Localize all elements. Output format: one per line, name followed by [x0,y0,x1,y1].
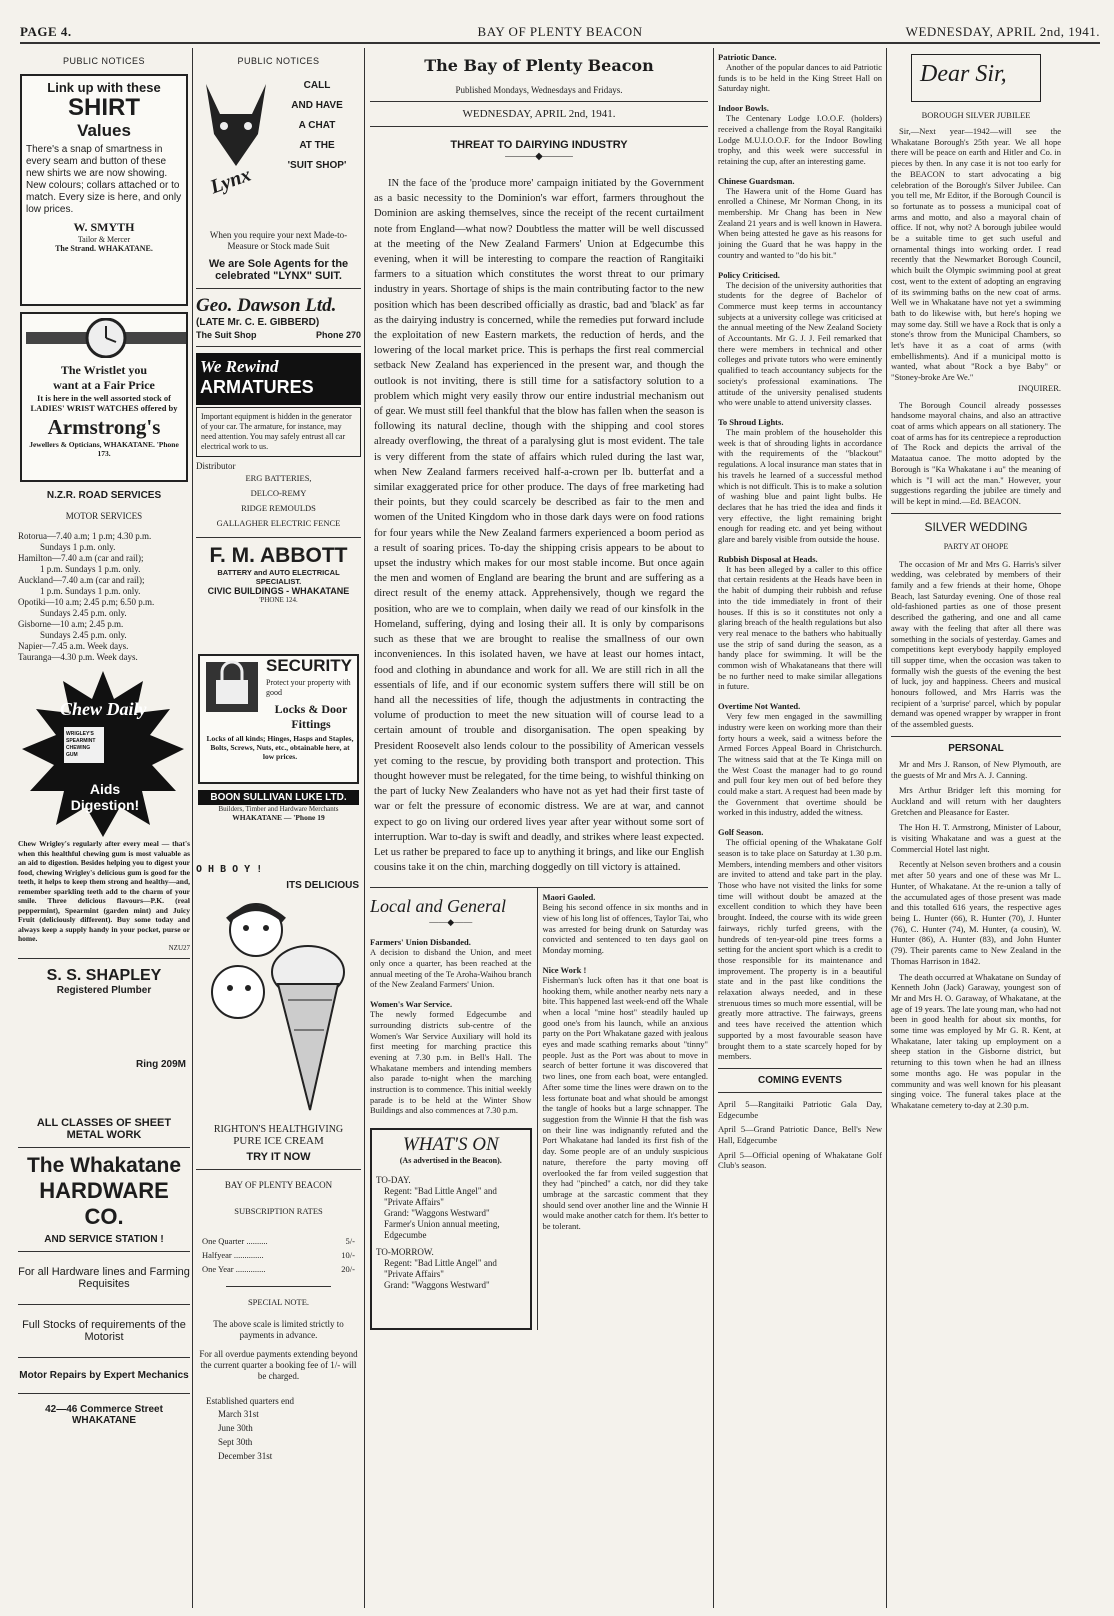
lynx-call-line: CALL [303,80,331,91]
timetable-line: 1 p.m. Sundays 1 p.m. only. [40,564,141,574]
subs-n1: The above scale is limited strictly to payments in advance. [213,1319,344,1340]
icecream-advert [196,864,361,1124]
news-text: The official opening of the Whakatane Golf season is to take place on Saturday at 1.30 p.m. Members, intending members and other visitors are invited to attend and take part in the play. Those who have not visited the links for some time will without doubt be amazed at the excellent condition to which they have been brought. Indeed, the course with its wide green fairways, richly turfed greens, with the hundreds of ten-year-old pine trees forms a setting for the ancient sport which is a credit to those responsible for its maintenance and improvement. The property is in a beautiful state and in the past like conditions the relaxation always needed, and in these strenuous times so much more essential, will be greatly more attractive. The fairways, greens and tees have received the attention which supported by a most favourable season have brought them to a state scarcely hoped for by members. [718,837,882,1062]
timetable-line: Sundays 2.45 p.m. only. [40,608,127,618]
column-rule [192,48,193,1608]
column-rule [364,48,365,1608]
hardware-advert [18,1154,190,1426]
quarter-end: June 30th [218,1423,253,1433]
divider [18,1357,190,1358]
hardware-l1: The Whakatane [26,1153,182,1177]
wedding-text: The occasion of Mr and Mrs G. Harris's silver wedding, was celebrated by members of their family and a few friends at their home, Ohope Beach, last Saturday evening. One of those real old-fashioned parties as one of those present described the gathering, and one and all came away with the feeling that after all there was something in the socials of yesterday. Games and competitions kept everybody happily employed till supper time, when the occasion was taken to formally wish the guests of the evening the best of luck, joy and happiness. Cheers and musical honours followed, and Mrs Harris was the recipient of a 'surprise' parcel, which by popular demand was opened wrapper by wrapper in front of the assembled guests. [891,558,1061,730]
wedding-sub: PARTY AT OHOPE [943,541,1009,551]
shirt-title: SHIRT [68,94,140,121]
timetable-line: Rotorua—7.40 a.m; 1 p.m; 4.30 p.m. [18,531,152,541]
security-locks: Locks & Door Fittings [274,702,348,731]
wrigley-pack: WRIGLEY'S SPEARMINT CHEWING GUM [66,731,96,758]
wrigley-brand: Chew Daily [60,699,147,719]
local-item-text: A decision to disband the Union, and meet only once a quarter, has been reached at the annual meeting of the Te Aroha-Waihou branch of the New Zealand Farmers' Union. [370,947,532,990]
distributor-label: Distributor [196,461,236,471]
dear-sir-banner [911,54,1041,102]
whats-on-item: Farmer's Union annual meeting, Edgecumbe [384,1219,500,1241]
distributor-item: GALLAGHER ELECTRIC FENCE [216,518,341,528]
security-firm3: WHAKATANE — 'Phone 19 [232,813,325,822]
event-item: April 5—Official opening of Whakatane Golf Club's season. [718,1149,882,1171]
whats-on-today: TO-DAY. [376,1175,411,1186]
divider [196,537,361,538]
divider [891,736,1061,737]
security-body: Locks of all kinds; Hinges, Hasps and Staples, Bolts, Screws, Nuts, etc., obtainable here, at low prices. [206,734,354,761]
wrigley-body: Chew Wrigley's regularly after every meal — that's when this healthful chewing gum is most valuable as an aid to digestion. Besides helping you to digest your food, chewing Wrigley's delicious gum is good for the teeth, it helps to keep them strong and healthy—and, remember sparkling teeth add to the charm of your smile. Three delicious flavours—P.K. (real peppermint), Spearmint (garden mint) and Juicy Fruit (deliciously different). Buy some today and always keep a supply handy in your pocket, purse or home. [18,839,190,943]
icecream-name: RIGHTON'S HEALTHGIVING [213,1124,344,1135]
divider [196,346,361,347]
news-text: Very few men engaged in the sawmilling industry were keen on working more than their forty hours a week, said a witness before the Armed Forces Appeal Board in Christchurch. The witness said that at the Te Kinga mill on the West Coast the manager had to go round and pull four key men out of bed before they could make a start. A request had been made by the Government that overtime should be worked in this industry, added the witness. [718,711,882,818]
page-number: PAGE 4. [20,24,72,39]
divider [196,1169,361,1170]
hardware-addr2: WHAKATANE [71,1414,137,1426]
security-firm: BOON SULLIVAN LUKE LTD. [210,792,347,803]
column-3 [370,48,708,1608]
maori-heading: Maori Gaoled. [542,892,596,903]
shapley-advert [18,967,190,1117]
sheet-metal: ALL CLASSES OF SHEET METAL WORK [36,1116,172,1141]
local-general [370,888,538,1330]
personal-item: The Hon H. T. Armstrong, Minister of Labour, is visiting Whakatane and was a guest at the Commercial Hotel last night. [891,822,1061,854]
road-subtitle: MOTOR SERVICES [65,511,143,521]
divider [718,1068,882,1069]
wrist-h2: want at a Fair Price [53,378,155,392]
shirt-trade: Tailor & Mercer [77,235,131,244]
subs-price: 20/- [341,1264,355,1274]
subs-row [202,1234,355,1248]
lynx-call [276,76,358,176]
shapley-phone: Ring 209M [135,1058,186,1070]
timetable-line: Tauranga—4.30 p.m. Week days. [18,652,138,662]
timetable-line: Sundays 2.45 p.m. only. [40,630,127,640]
lynx-call-line: AT THE [299,140,335,151]
wrist-h1: The Wristlet you [60,363,148,377]
armature-body: Important equipment is hidden in the generator of your car. The armature, for instance, may need attention. You may safely entrust all car electrical work to us. [201,412,352,451]
news-text: The main problem of the householder this week is that of shrouding lights in accordance with the requirements of the "blackout" regulations. A local insurance man states that in his travels he learned of a successful method which is not difficult. This is to make a solution of washing blue and paint light bulbs. He declares that he has tried the idea and finds it very effective, the light remaining bright enough for reading etc. and yet being without glare and barely visible from outside the house. [718,426,882,545]
column-5 [891,48,1061,1608]
lower-columns [370,887,708,1330]
security-firm2: Builders, Timber and Hardware Merchants [218,805,339,813]
shirt-tagline: Link up with these [47,80,161,95]
edition-date: WEDNESDAY, APRIL 2nd, 1941. [462,108,616,120]
subs-period: Halfyear .............. [202,1250,264,1260]
lynx-call-line: A CHAT [298,120,336,131]
local-item-text: The newly formed Edgecumbe and surrounding districts sub-centre of the Women's War Service Auxiliary will hold its first meeting for marching practice this evening at 7.30 p.m. in Bell's Hall. The Whakatane members and intending members also parade to-night when the marching instruction is to commence. This initial weekly parade is to be held at the Winter Show Buildings and also commences at 7.30 p.m. [370,1009,532,1116]
icecream-delicious: ITS DELICIOUS [286,880,359,891]
timetable-line: Gisborne—10 a.m; 2.45 p.m. [18,619,124,629]
headline-ornament: ———◆——— [505,151,573,162]
icecream-children-illustration [198,900,358,1120]
lynx-call-line: AND HAVE [291,100,343,111]
road-title: N.Z.R. ROAD SERVICES [46,490,162,501]
timetable-line: Hamilton—7.40 a.m (car and rail); [18,553,144,563]
paper-title: The Bay of Plenty Beacon [424,56,654,75]
timetable-line: Napier—7.45 a.m. Week days. [18,641,129,651]
ornament: ——◆—— [429,917,473,928]
timetable-line: Opotiki—10 a.m; 2.45 p.m; 6.50 p.m. [18,597,155,607]
subs-title: BAY OF PLENTY BEACON [224,1180,333,1190]
news-text: It has been alleged by a caller to this office that certain residents at the Heads have been in the habit of dumping their rubbish and refuse into the tide immediately in front of their houses. If this is so it constitutes not only a glaring breach of the health regulations but also very real menace to the bathers who habitually use the strip of sand during the season, as a handy place for swimming. It will be the common wish of Whakataneans that there will be no further need to make similar allegations in future. [718,563,882,692]
subs-period: One Year .............. [202,1264,266,1274]
hardware-addr1: 42—46 Commerce Street [45,1403,163,1415]
road-services [18,490,190,663]
dawson-shop: The Suit Shop Phone 270 [196,330,361,340]
section-heading: PUBLIC NOTICES [237,56,320,66]
masthead-title: BAY OF PLENTY BEACON [477,24,643,39]
abbott-name: F. M. ABBOTT [209,544,348,567]
subs-period: One Quarter .......... [202,1236,268,1246]
divider [370,101,708,102]
subs-row [202,1262,355,1276]
lynx-cat-icon [196,74,276,224]
news-heading: Policy Criticised. [718,269,780,280]
events-title: COMING EVENTS [758,1074,842,1086]
subs-n2: For all overdue payments extending beyond the current quarter a booking fee of 1/- will be charged. [199,1349,358,1381]
whats-on-title: WHAT'S ON [402,1134,499,1156]
divider [18,1393,190,1394]
personal-items [891,759,1061,1111]
wrist-body: It is here in the well assorted stock of LADIES' WRIST WATCHES offered by [30,393,178,413]
wedding-title: SILVER WEDDING [924,519,1028,534]
masthead-date: WEDNESDAY, APRIL 2nd, 1941. [905,24,1100,39]
shirt-advert [20,74,188,306]
whats-on-box [370,1128,532,1330]
security-title: SECURITY [266,656,352,675]
armature-banner1: We Rewind [200,357,279,376]
hardware-p2: Full Stocks of requirements of the Motorist [22,1318,186,1343]
column-2 [196,48,361,1608]
security-firm-box [198,790,359,805]
abbott-line1: BATTERY and AUTO ELECTRICAL SPECIALIST. [217,568,340,586]
news-text: The decision of the university authorities that students for the degree of Bachelor of Commerce must keep terms in accountancy subjects at a university college was criticised at the annual meeting of the New Zealand Society of Accountants. Mr G. J. J. Feil remarked that there were members in technical and other colleges and private tutors who were eminently qualified to teach accountancy subjects for the society's professional examinations. The attitude of the university penalised students who were unable to attend university classes. [718,279,882,408]
maori-text: Being his second offence in six months and in view of his long list of offences, Taylor Tai, who was arrested for being drunk on Saturday was convicted and sentenced to ten days gaol on Monday morning. [542,902,708,956]
news-heading: Chinese Guardsman. [718,175,795,186]
starburst-graphic [18,669,188,839]
divider [18,958,190,959]
whats-on-tomorrow: TO-MORROW. [376,1247,434,1258]
divider [718,1092,882,1093]
section-heading: PUBLIC NOTICES [62,56,145,66]
nicework-text: Fisherman's luck often has it that one boat is hooking them, while another nearby nets nary a bite. This happened last week-end off the Whale when a local "mine host" steadily hauled up good one's from his launch, while an anxious party on the Port Whakatane gazed with jealous eyes and made scathing remarks about "tinny" people. Just as the Port was about to move in search of better fortune it was discovered that two lines, one from each boat, were entangled. After some time the lines were drawn on to the less fortunate boat and what should be amongst the tangle of hooks but a large schnapper. The suggestion from the Winnie H that the fish was on their line was indignantly refuted and the Port Whakatane had landed its first fish of the day. Some people are of an unduly suspicious nature, therefore the party moving off overlooked the far from veiled suggestion that they had "pinched" a catch, nor did they take umbrage at the sarcastic comment that they should send over another line and the Winnie H would make another catch for them. It's better to be tolerant. [542,974,708,1232]
divider [18,1304,190,1305]
personal-item: Mrs Arthur Bridger left this morning for Auckland and will return with her daughters Gretchen and Pleasance for Easter. [891,785,1061,817]
divider [18,1147,190,1148]
subs-note: SPECIAL NOTE. [247,1297,310,1307]
events-list [718,1099,882,1171]
whats-on-item: Regent: "Bad Little Angel" and "Private Affairs" [384,1258,497,1280]
news-heading: Indoor Bowls. [718,103,769,114]
distributor-item: RIDGE REMOULDS [241,503,316,513]
abbott-phone: 'PHONE 124. [259,596,298,604]
column-rule [886,48,887,1608]
local-general-right [538,888,708,1330]
icecream-oh: O H B O Y ! [196,864,263,875]
personal-item: The death occurred at Whakatane on Sunday of Kenneth John (Jack) Garaway, youngest son of Mr and Mrs H. O. Garaway, of Whakatane, at the age of 19 years. The late young man, who had not been in good health for about six months, for some time was employed by Mr G. R. Kent, at Whakatane, later taking up employment on a sheep station in the Gisborne district, but returning to this town when he had an illness some months ago. He was popular in the community and was well known for his pleasant singing voice. The funeral takes place at the Whakatane cemetery to-day at 2.30 p.m. [891,971,1061,1110]
wrist-name: Armstrong's [47,415,161,439]
shirt-values: Values [77,121,131,140]
borough-signature: INQUIRER. [1018,382,1061,393]
armature-box [196,407,361,457]
hardware-p3: Motor Repairs by Expert Mechanics [19,1369,189,1381]
divider [370,126,708,127]
borough-title: BOROUGH SILVER JUBILEE [921,110,1031,120]
dear-sir-text: Dear Sir, [920,61,1007,87]
whats-on-sub: (As advertised in the Beacon). [399,1156,502,1166]
quarter-end: March 31st [218,1409,259,1419]
timetable-line: Auckland—7.40 a.m (car and rail); [18,575,145,585]
armature-banner2: ARMATURES [200,377,314,397]
personal-title: PERSONAL [948,742,1004,754]
padlock-icon [202,658,262,716]
shapley-trade: Registered Plumber [56,984,152,996]
shirt-name: W. SMYTH [73,220,135,234]
road-timetable [18,531,190,663]
shapley-name: S. S. SHAPLEY [46,966,162,984]
timetable-line: Sundays 1 p.m. only. [40,542,116,552]
icecream-try: TRY IT NOW [246,1151,311,1163]
subs-row [202,1248,355,1262]
hardware-l2: HARDWARE CO. [39,1177,169,1229]
quarter-end: December 31st [218,1451,273,1461]
security-advert [198,654,359,784]
wrigley-advert [18,669,190,839]
lynx-body: When you require your next Made-to-Measure or Stock made Suit [209,230,348,251]
news-text: The Centenary Lodge I.O.O.F. (holders) received a challenge from the Royal Rangitaiki Lodge M.U.I.O.O.F. for the Indoor Bowling trophy, and this week were successful in retaining the cup, after an interesting game. [718,113,882,166]
armature-banner [196,353,361,405]
lynx-advert [196,74,361,224]
event-item: April 5—Grand Patriotic Dance, Bell's New Hall, Edgecumbe [718,1124,882,1146]
news-heading: Patriotic Dance. [718,52,777,62]
column-rule [713,48,714,1608]
whats-on-item: Regent: "Bad Little Angel" and "Private Affairs" [384,1186,497,1208]
news-text: The Hawera unit of the Home Guard has enrolled a Chinese, Mr Norman Chong, in its membership. Mr Chang has been in New Zealand 21 years and is well known in Hawera. When being attested he gave as his reasons for joining the Guard that he was happy in the country and wanted to "do his bit." [718,185,882,260]
page-masthead [20,22,1100,44]
event-item: April 5—Rangitaiki Patriotic Gala Day, Edgecumbe [718,1098,882,1120]
borough-text: Sir,—Next year—1942—will see the Whakatane Borough's 25th year. We all hope there will be peace on earth and Hitler and Co. in pieces by then. In any case it is not too early for the BEACON to start advocating a big celebration of the Borough's Silver Jubilee. Can you tell me, Mr Editor, if the Borough Council is so fortunate as to possess a municipal coat of arms and motto, and also a mayoral chain of office. If not, why not? A borough jubilee would be a suitable time to get such useful and ornamental things into working order. I read recently that the Newmarket Borough Council, which built the Olympic swimming pool at great cost, went to the extent of adopting an engraving of its swimming baths on the new coat of arms. Well we in Whakatane have not yet a swimming bath to do likewise with, but here's hoping we may some day. Still we have a Rock that is only a stone's throw from the Municipal Chambers, so let's have it as a coat of arms (with embellishments). And if a municipal motto is wanted, what about "Rock a bye Baby" or "Stoney-broke Are We." [891,126,1061,383]
news-items [718,52,882,1062]
abbott-line2: CIVIC BUILDINGS - WHAKATANE [207,586,350,596]
divider [891,513,1061,514]
wrigley-code: NZU27 [168,943,190,952]
dawson-name: Geo. Dawson Ltd. [196,295,337,316]
column-4 [718,48,882,1608]
local-item-heading: Farmers' Union Disbanded. [370,937,471,948]
quarter-end: Sept 30th [218,1437,253,1447]
timetable-line: 1 p.m. Sundays 1 p.m. only. [40,586,141,596]
distributor-list [196,471,361,531]
distributor-item: DELCO-REMY [250,488,307,498]
wrigley-badge: Aids Digestion! [70,781,140,813]
personal-item: Recently at Nelson seven brothers and a cousin met after 50 years and one of these was Mr L. Hunter, of Whakatane. At the re-union a tally of the accumulated ages of those present was made and this totalled 616 years, the respective ages being L. Hunter (66), R. Hunter (70), J. Hunter (76), C. Hunter (74), M. Hunter, (a cousin), W. Hunter (86), A. Hunter (83), and John Hunter (79). Their parents came to New Zealand in the Thomas Harrison in 1842. [891,859,1061,966]
local-title: Local and General [370,896,506,917]
column-1 [18,48,190,1608]
hardware-p1: For all Hardware lines and Farming Requisites [18,1265,190,1290]
whats-on-item: Grand: "Waggons Westward" [384,1280,490,1291]
lynx-logo: Lynx [207,163,254,199]
shirt-body: There's a snap of smartness in every seam and button of these new shirts we are now showing. New colours; collars attached or to match. Every size is here, and only low prices. [26,144,182,215]
shirt-address: The Strand. WHAKATANE. [55,244,153,253]
news-heading: Rubbish Disposal at Heads. [718,553,818,564]
distributor-item: ERG BATTERIES, [245,473,312,483]
publication-days: Published Mondays, Wednesdays and Fridays. [455,85,623,95]
wrist-foot: Jewellers & Opticians, WHAKATANE. 'Phone 173. [29,440,179,458]
whats-on-item: Grand: "Waggons Westward" [384,1208,490,1219]
divider [196,288,361,289]
news-heading: Overtime Not Wanted. [718,701,801,712]
wristlet-advert [20,312,188,482]
divider [18,1251,190,1252]
subs-rates: SUBSCRIPTION RATES [234,1206,323,1216]
local-item-heading: Women's War Service. [370,999,453,1010]
icecream-name2: PURE ICE CREAM [233,1135,324,1147]
hardware-l3: AND SERVICE STATION ! [44,1233,164,1245]
subs-table [202,1234,355,1276]
lynx-agents: We are Sole Agents for the celebrated "LYNX" SUIT. [208,258,349,282]
dawson-late: (LATE Mr. C. E. GIBBERD) [196,317,320,328]
lynx-call-line: 'SUIT SHOP' [287,160,347,171]
editorial-text: IN the face of the 'produce more' campaign initiated by the Government as a basic necessity to the Dominion's war effort, farmers throughout the Dominion are asking themselves, since the receipt of the recent curtailment note from England—what now? Doubtless the matter will be well discussed at the meeting of the New Zealand Farmers' Union at Edgecumbe this evening, when it will be interesting to compare the reaction of Rangitaiki farmers to a situation which constitutes the worst threat to our primary industry in years. Shortage of ships is the main contributing factor to the new position which has been described officially as drastic, bad and 'black' as far as the dairying industry is concerned, while the remedies put forward include the exploitation of new Eastern markets, the reduction of herds, and the lowering of the local market price. This is perhaps the first real commercial setback New Zealand has experienced in the present war, and though the outlook is not inviting, there is still time for a satisfactory solution to a problem which might very easily throw our entire industrial mechanism out of gear. We must still feel thankful that the blow has fallen when the season is following its natural decline, though with the shipping and cool stores already overflowing, the threat of a paralysing glut is most evident. The tale is very different from the state of affairs which ruled during the last war, when New Zealand farmers received half-a-crown per lb. butterfat and a similar exaggerated price for other produce. The days of free marketing had their points, but they could scarcely be described as fair to the men and women of the United Kingdom who in those dark days were on food rations for four years while the New Zealand farmers experienced a boom period as a result of soaring prices. To-day the shipping crisis appears to be about to upset the industry which makes for our most stable income. But once again the men and women of England are bearing the brunt and are suffering as a direct result of the enemy attack. Apprehensively, though we regard the position, who are we to complain, when daily we read of our kinsfolk in the Homeland, suffering, dying and losing their all. It is only by comparisons such as these that we are brought to realise the smallness of our own inconveniences. In this isolated haven, we have at least our homes intact, food and clothing in abundance and work for all. We are still rich in all the essentials of life, and if our economic system suffers there will still be on hand all the necessities of life, though the adjustments in contracting the volume of production to meet the new situation will of course lead to a certain amount of trouble and disorganisation. The open speaking by President Roosevelt also lends colour to the possibility of American vessels yet coming to the rescue, by providing both transport and protection. This thought however must be relegated, for the time being, to wishful thinking on the part of lucky New Zealanders who have not as yet had their first taste of war or felt the pressure of economic distress. We are at war, and cannot expect to go on living our ordered lives year after year without some sort of interruption. War to-day is swift and deadly, and strikes where least expected. Let us rather be prepared to face up to anything it brings, and like our English cousins take it on the chin, marching doggedly on till victory is attained. [374,178,704,874]
personal-item: Mr and Mrs J. Ranson, of New Plymouth, are the guests of Mr and Mrs A. J. Canning. [891,758,1061,780]
nicework-heading: Nice Work ! [542,964,587,975]
editorial-headline: THREAT TO DAIRYING INDUSTRY [450,139,628,151]
subs-price: 5/- [345,1236,355,1246]
subs-price: 10/- [341,1250,355,1260]
news-heading: To Shroud Lights. [718,416,784,427]
news-heading: Golf Season. [718,827,764,838]
borough-reply: The Borough Council already possesses handsome mayoral chains, and also an attractive coat of arms which appears on all stationery. The coat of arms has for its centrepiece a reproduction of The Rock and depicts the arrival of the Mataatua canoe. The motto adopted by the Borough is "Ka Whakatane i au" the meaning of which is "I will act the man." However, your suggestions regarding the jubilee are timely and will be kept in mind.—Ed. BEACON. [891,399,1061,506]
subs-end: Established quarters end [206,1396,294,1406]
subs-quarters [196,1407,361,1463]
news-text: Another of the popular dances to aid Patriotic funds is to be held in the King Street Hall on Saturday night. [718,62,882,94]
security-sub: Protect your property with good [266,678,351,697]
watch-icon [26,318,186,358]
divider [226,1286,331,1287]
